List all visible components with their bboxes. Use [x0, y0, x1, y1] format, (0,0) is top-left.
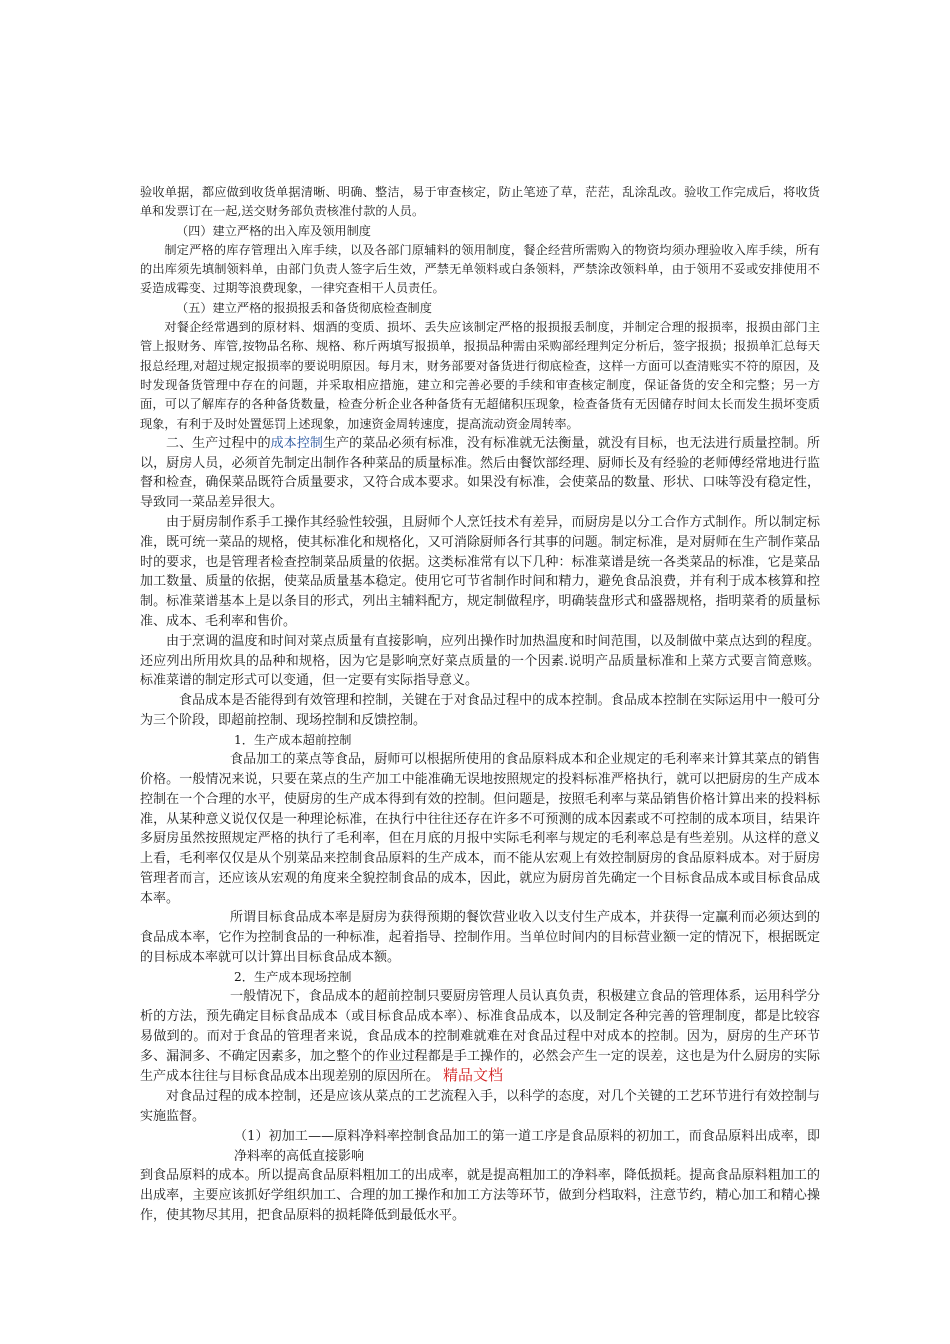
- paragraph-process-control: 对食品过程的成本控制，还是应该从菜点的工艺流程入手，以科学的态度，对几个关键的工艺环节进行有效控制与实施监督。: [140, 1089, 820, 1124]
- heading-loss-report-rules: （五）建立严格的报损报丢和备货彻底检查制度: [176, 300, 432, 315]
- heading-warehouse-rules: （四）建立严格的出入库及领用制度: [176, 223, 371, 238]
- paragraph-loss-report-rules: 对餐企经常遇到的原材料、烟酒的变质、损坏、丢失应该制定严格的报损报丢制度，并制定合理的报损率，报损由部门主管上报财务、库管,按物品名称、规格、称斤两填写报损单，报损品种需由采购部经理判定分析后，签字报损；报损单汇总每天报总经理,对超过规定报损率的要说明原因。每月末，财务部要对备货进行彻底检查，这样一方面可以查清账实不符的原因，及时发现备货管理中存在的问题，并采取相应措施，建立和完善必要的手续和审查核定制度，保证备货的安全和完整；另一方面，可以了解库存的各种备货数量，检查分析企业各种备货有无超储积压现象，检查备货有无因储存时间太长而发生损坏变质现象，有利于及时处置惩罚上述现象，加速资金周转速度，提高流动资金周转率。: [140, 320, 820, 431]
- section-two-prefix: 二、生产过程中的: [166, 435, 271, 451]
- paragraph-rough-processing-head: （1）初加工——原料净料率控制食品加工的第一道工序是食品原料的初加工，而食品原料出成率，即净料率的高低直接影响: [234, 1128, 820, 1164]
- watermark-stamp: 精品文档: [443, 1066, 504, 1085]
- paragraph-temperature-time: 由于烹调的温度和时间对菜点质量有直接影响，应列出操作时加热温度和时间范围，以及制做中菜点达到的程度。还应列出所用炊具的品种和规格，因为它是影响烹好菜点质量的一个因素.说明产品质量标准和上菜方式要言简意赅。标准菜谱的制定形式可以变通，但一定要有实际指导意义。: [140, 633, 820, 689]
- paragraph-advance-control: 食品加工的菜点等食品，厨师可以根据所使用的食品原料成本和企业规定的毛利率来计算其菜点的销售价格。一般情况来说，只要在菜点的生产加工中能准确无误地按照规定的投料标准严格执行，就可以把厨房的生产成本控制在一个合理的水平，使厨房的生产成本得到有效的控制。但问题是，按照毛利率与菜品销售价格计算出来的投料标准，从某种意义说仅仅是一种理论标准，在执行中往往还存在许多不可预测的成本因素或不可控制的成本项目，结果许多厨房虽然按照规定严格的执行了毛利率，但在月底的月报中实际毛利率与规定的毛利率总是有些差别。从这样的意义上看，毛利率仅仅是从个别菜品来控制食品原料的生产成本，而不能从宏观上有效控制厨房的食品原料成本。对于厨房管理者而言，还应该从宏观的角度来全貌控制食品的成本，因此，就应为厨房首先确定一个目标食品成本或目标食品成本率。: [140, 752, 820, 906]
- heading-onsite-control: 2．生产成本现场控制: [234, 969, 352, 984]
- section-two-body: 生产的菜品必须有标准，没有标准就无法衡量，就没有目标，也无法进行质量控制。所以，厨房人员，必须首先制定出制作各种菜品的质量标准。然后由餐饮部经理、厨师长及有经验的老师傅经常地进行监督和检查，确保菜品既符合质量要求，又符合成本要求。如果没有标准，会使菜品的数量、形状、口味等没有稳定性，导致同一菜品差异很大。: [140, 435, 820, 511]
- heading-advance-control: 1．生产成本超前控制: [234, 732, 352, 747]
- paragraph-production-cost-control: [140, 434, 820, 513]
- cost-control-link[interactable]: 成本控制: [270, 435, 323, 451]
- paragraph-rough-processing-body: 到食品原料的成本。所以提高食品原料粗加工的出成率，就是提高粗加工的净料率，降低损耗。提高食品原料粗加工的出成率，主要应该抓好学组织加工、合理的加工操作和加工方法等环节，做到分档取料，注意节约，精心加工和精心操作，使其物尽其用，把食品原料的损耗降低到最低水平。: [140, 1168, 820, 1223]
- paragraph-standard-recipes: 由于厨房制作系手工操作其经验性较强，且厨师个人烹饪技术有差异，而厨房是以分工合作方式制作。所以制定标准，既可统一菜品的规格，使其标准化和规格化，又可消除厨师各行其事的问题。制定标准，是对厨师在生产制作菜品时的要求，也是管理者检查控制菜品质量的依据。这类标准常有以下几种：标准菜谱是统一各类菜品的标准，它是菜品加工数量、质量的依据，使菜品质量基本稳定。使用它可节省制作时间和精力，避免食品浪费，并有利于成本核算和控制。标准菜谱基本上是以条目的形式，列出主辅料配方，规定制做程序，明确装盘形式和盛器规格，指明菜肴的质量标准、成本、毛利率和售价。: [140, 515, 820, 630]
- onsite-control-text: 一般情况下，食品成本的超前控制只要厨房管理人员认真负责，积极建立食品的管理体系，运用科学分析的方法，预先确定目标食品成本（或目标食品成本率）、标准食品成本，以及制定各种完善的管理制度，都是比较容易做到的。而对于食品的管理者来说，食品成本的控制难就难在对食品过程中对成本的控制。因为，厨房的生产环节多、漏洞多、不确定因素多，加之整个的作业过程都是手工操作的，必然会产生一定的误差，这也是为什么厨房的实际生产成本往往与目标食品成本出现差别的原因所在。: [140, 989, 820, 1085]
- paragraph-receipt-verification: 验收单据，都应做到收货单据清晰、明确、整洁，易于审查核定，防止笔迹了草，茫茫，乱涂乱改。验收工作完成后，将收货单和发票订在一起,送交财务部负责核准付款的人员。: [140, 185, 820, 219]
- paragraph-three-stages: 食品成本是否能得到有效管理和控制，关键在于对食品过程中的成本控制。食品成本控制在实际运用中一般可分为三个阶段，即超前控制、现场控制和反馈控制。: [140, 693, 820, 729]
- paragraph-target-cost-rate: 所谓目标食品成本率是厨房为获得预期的餐饮营业收入以支付生产成本，并获得一定赢利而必须达到的食品成本率，它作为控制食品的一种标准，起着指导、控制作用。当单位时间内的目标营业额一定的情况下，根据既定的目标成本率就可以计算出目标食品成本额。: [140, 910, 820, 966]
- paragraph-onsite-control: [140, 987, 820, 1087]
- paragraph-warehouse-rules: 制定严格的库存管理出入库手续，以及各部门原辅料的领用制度，餐企经营所需购入的物资均须办理验收入库手续，所有的出库须先填制领料单，由部门负责人签字后生效，严禁无单领料或白条领料，严禁涂改领料单，由于领用不妥或安排使用不妥造成霉变、过期等浪费现象，一律究查相干人员责任。: [140, 242, 820, 296]
- document-page: [140, 183, 820, 1226]
